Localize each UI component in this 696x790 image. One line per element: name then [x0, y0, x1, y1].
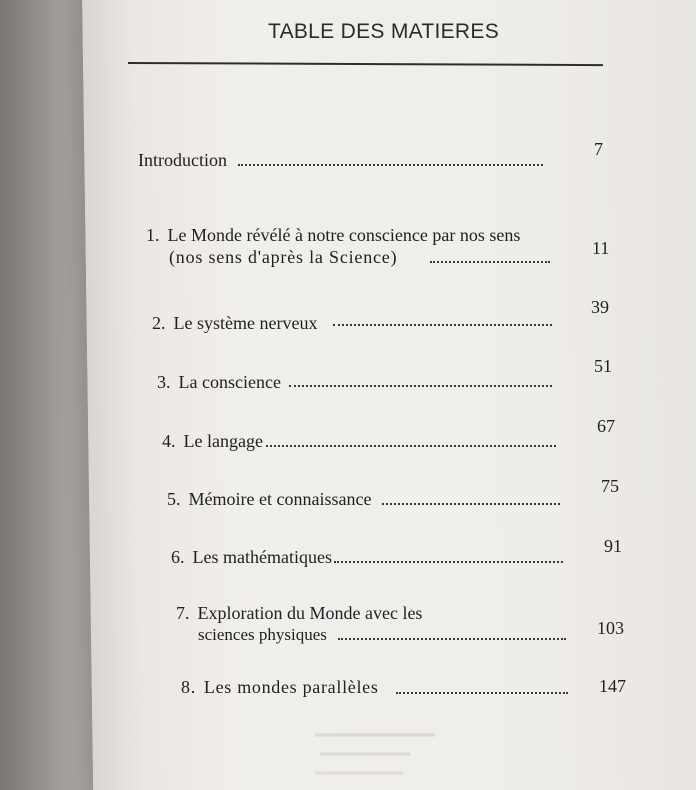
toc-entry-number: 3.: [157, 372, 171, 392]
leader-dots: [266, 445, 556, 447]
page-number: 75: [601, 476, 619, 496]
toc-entry-label: [162, 430, 263, 452]
toc-entry-text: Les mathématiques: [192, 547, 332, 567]
page-number: 147: [599, 676, 626, 696]
toc-entry-number: 2.: [152, 313, 166, 333]
leader-dots: [382, 503, 560, 505]
page-number: 7: [594, 139, 603, 159]
page-number: 51: [594, 356, 612, 376]
toc-entry-number: 4.: [162, 431, 176, 451]
toc-entry-text: Mémoire et connaissance: [188, 489, 372, 509]
show-through-marks: [315, 730, 455, 790]
leader-dots: [289, 385, 552, 387]
toc-entry-text: Le langage: [183, 431, 263, 451]
page-number: 39: [591, 297, 609, 317]
toc-entry-number: 8.: [181, 677, 196, 697]
toc-entry-number: 1.: [146, 225, 160, 245]
page-title: TABLE DES MATIERES: [268, 20, 500, 43]
toc-entry-label-continued: (nos sens d'après la Science): [169, 247, 398, 267]
toc-entry-label: [176, 602, 422, 624]
toc-entry-label: [157, 371, 281, 393]
leader-dots: [334, 561, 563, 563]
toc-entry-label: [146, 224, 520, 246]
leader-dots: [430, 261, 550, 263]
toc-entry-label: [152, 312, 317, 334]
page-number: 103: [597, 618, 624, 638]
toc-entry-label: [171, 546, 332, 568]
page-number: 67: [597, 416, 615, 436]
leader-dots: [238, 164, 543, 166]
toc-entry-label: [181, 676, 379, 698]
toc-entry-label: [167, 488, 371, 510]
right-page: [82, 0, 696, 790]
toc-entry-number: 5.: [167, 489, 181, 509]
toc-entry-label-continued: sciences physiques: [198, 625, 327, 644]
leader-dots: [333, 324, 552, 326]
toc-entry-number: 6.: [171, 547, 185, 567]
toc-entry-text: Le système nerveux: [173, 313, 318, 333]
leader-dots: [396, 692, 568, 694]
toc-entry-text: Le Monde révélé à notre conscience par nos sens: [167, 225, 521, 245]
leader-dots: [338, 638, 566, 640]
toc-entry-label: Introduction: [138, 150, 227, 170]
toc-entry-number: 7.: [176, 603, 190, 623]
page-number: 91: [604, 536, 622, 556]
page-number: 11: [592, 238, 610, 258]
toc-entry-text: Exploration du Monde avec les: [197, 603, 423, 623]
toc-entry-text: La conscience: [178, 372, 281, 392]
toc-entry-text: Les mondes parallèles: [203, 677, 379, 697]
